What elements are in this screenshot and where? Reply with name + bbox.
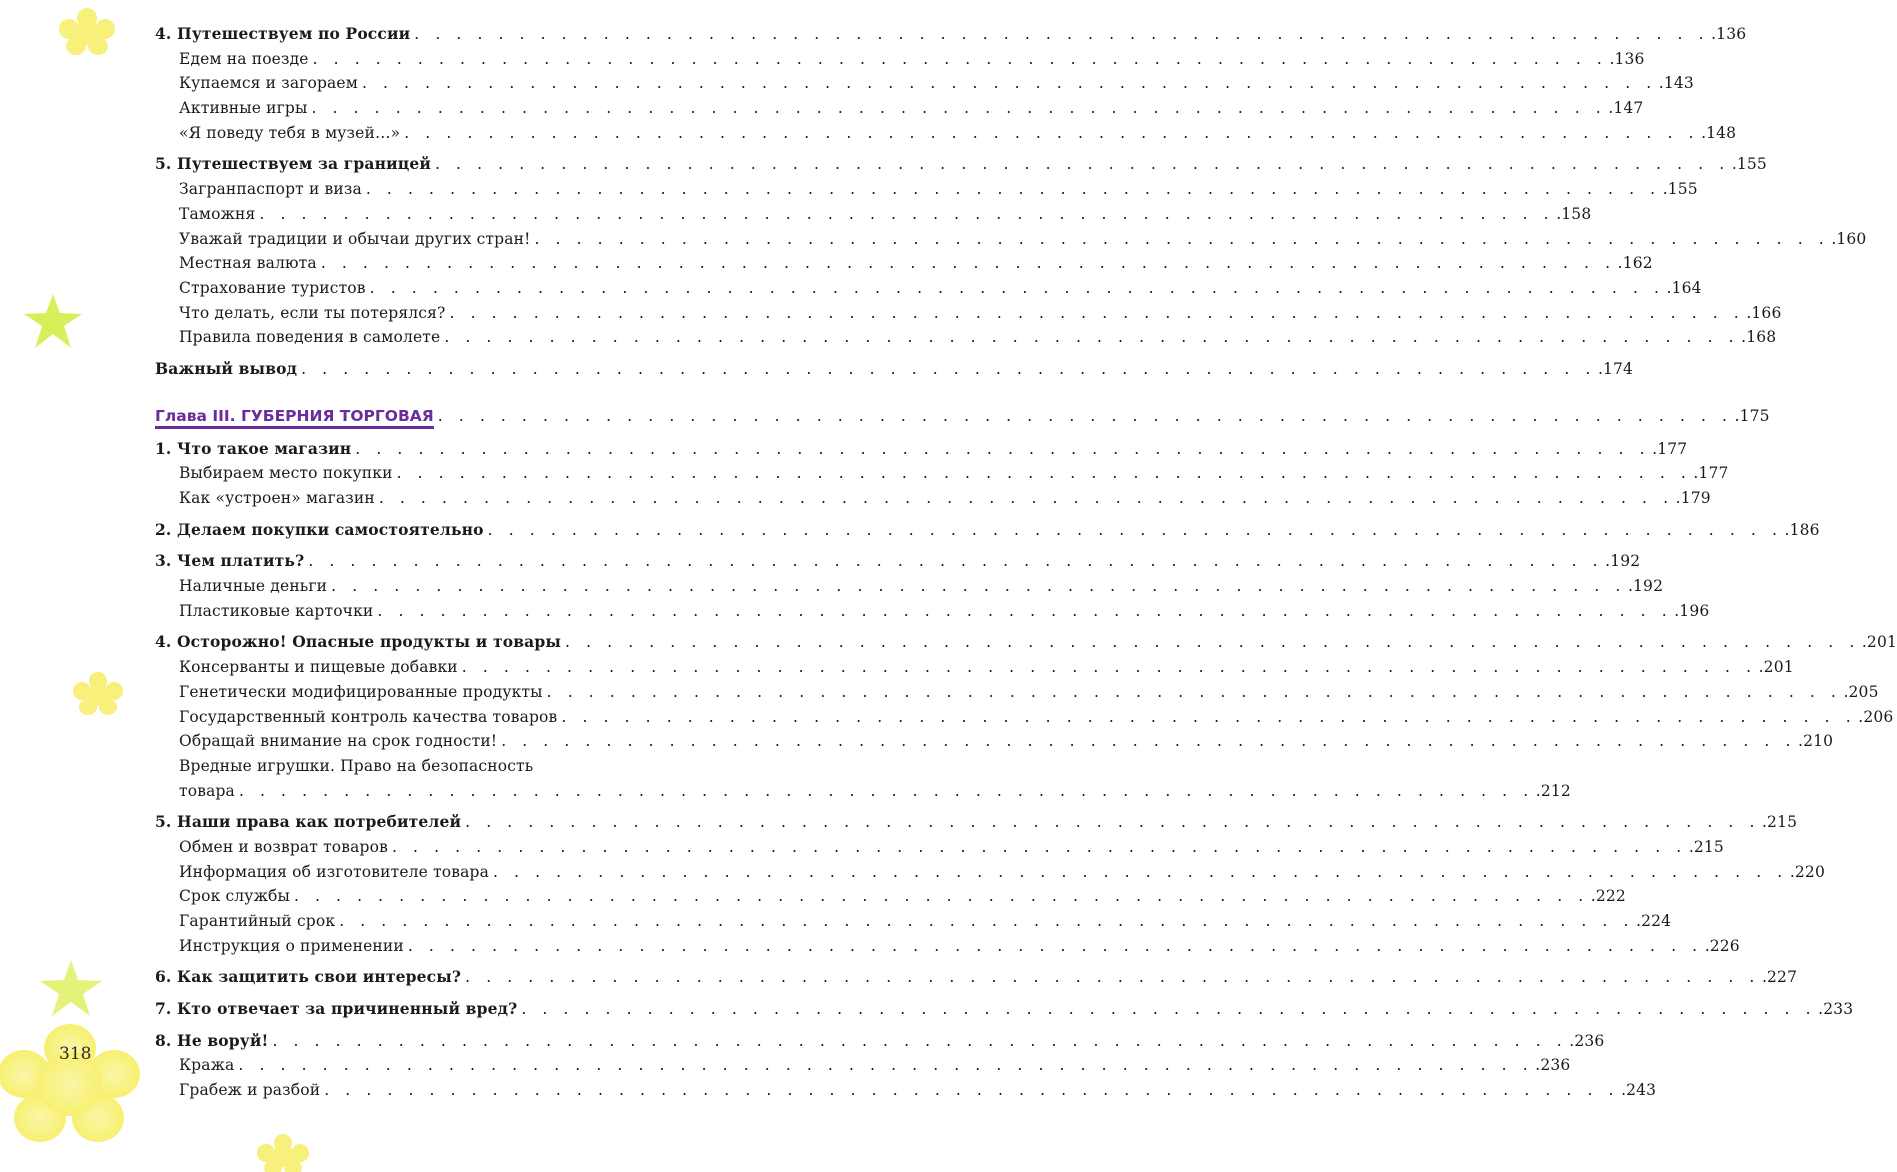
star-icon — [38, 958, 104, 1018]
leader-dots: . . . . . . . . . . . . . . . . . . . . . . . . . . . . . . . . . . . . . . . . . . . . . . . . . . . . . . . . . . . . . . — [493, 862, 1788, 881]
entry-title: Срок службы — [179, 887, 290, 906]
section-heading — [155, 152, 1767, 177]
entry-title: Кража — [179, 1056, 235, 1075]
leader-dots: . . . . . . . . . . . . . . . . . . . . . . . . . . . . . . . . . . . . . . . . . . . . . . . . . . . . . . . . . . . . . . — [311, 99, 1607, 118]
chapter-heading — [155, 403, 1770, 430]
toc-section — [155, 437, 1729, 511]
entry-title: 4. Осторожно! Опасные продукты и товары — [155, 632, 562, 652]
entry-page: .243 — [1621, 1081, 1657, 1100]
entry-title: Выбираем место покупки — [179, 464, 393, 483]
leader-dots: . . . . . . . . . . . . . . . . . . . . . . . . . . . . . . . . . . . . . . . . . . . . . . . . . . . . . . . . . . . . . . — [465, 968, 1760, 987]
section-heading — [155, 22, 1747, 47]
entry-page: .210 — [1798, 732, 1834, 751]
entry-title: 5. Путешествуем за границей — [155, 154, 431, 174]
leader-dots: . . . . . . . . . . . . . . . . . . . . . . . . . . . . . . . . . . . . . . . . . . . . . . . . . . . . . . . . . . . . . . — [272, 1031, 1568, 1050]
toc-entry — [155, 1053, 1571, 1078]
entry-page: .224 — [1636, 912, 1672, 930]
toc-entry — [155, 934, 1740, 959]
toc-entry — [155, 461, 1729, 486]
toc-entry — [155, 655, 1794, 680]
entry-page: .166 — [1746, 303, 1782, 322]
leader-dots: . . . . . . . . . . . . . . . . . . . . . . . . . . . . . . . . . . . . . . . . . . . . . . . . . . . . . . . . . . . . . . — [238, 1056, 1534, 1075]
entry-page: .205 — [1843, 682, 1879, 701]
leader-dots: . . . . . . . . . . . . . . . . . . . . . . . . . . . . . . . . . . . . . . . . . . . . . . . . . . . . . . . . . . . . . . — [301, 359, 1596, 378]
toc-entry — [155, 574, 1664, 599]
leader-dots: . . . . . . . . . . . . . . . . . . . . . . . . . . . . . . . . . . . . . . . . . . . . . . . . . . . . . . . . . . . . . . — [561, 707, 1857, 726]
entry-page: .222 — [1590, 887, 1626, 906]
entry-page: .206 — [1858, 707, 1894, 726]
leader-dots: . . . . . . . . . . . . . . . . . . . . . . . . . . . . . . . . . . . . . . . . . . . . . . . . . . . . . . . . . . . . . . — [444, 328, 1740, 347]
leader-dots: . . . . . . . . . . . . . . . . . . . . . . . . . . . . . . . . . . . . . . . . . . . . . . . . . . . . . . . . . . . . . . — [565, 633, 1860, 652]
section-heading — [155, 630, 1897, 655]
toc-part-b — [155, 437, 1897, 1103]
entry-title: 3. Чем платить? — [155, 551, 305, 571]
toc-entry — [155, 121, 1737, 146]
entry-title: 2. Делаем покупки самостоятельно — [155, 519, 484, 539]
entry-page: .212 — [1535, 781, 1571, 800]
toc-entry — [155, 884, 1626, 909]
leader-dots: . . . . . . . . . . . . . . . . . . . . . . . . . . . . . . . . . . . . . . . . . . . . . . . . . . . . . . . . . . . . . . — [534, 229, 1830, 248]
leader-dots: . . . . . . . . . . . . . . . . . . . . . . . . . . . . . . . . . . . . . . . . . . . . . . . . . . . . . . . . . . . . . . — [404, 123, 1700, 142]
entry-page: .162 — [1617, 254, 1653, 273]
page-number: 318 — [59, 1044, 92, 1064]
flower-icon — [0, 1022, 140, 1142]
section-heading — [155, 810, 1798, 835]
entry-page: .164 — [1666, 278, 1702, 297]
toc-section — [155, 630, 1897, 803]
entry-page: .174 — [1597, 359, 1634, 378]
toc-section — [155, 549, 1710, 623]
section-heading — [155, 965, 1798, 990]
leader-dots: . . . . . . . . . . . . . . . . . . . . . . . . . . . . . . . . . . . . . . . . . . . . . . . . . . . . . . . . . . . . . . — [320, 254, 1616, 273]
entry-title: Таможня — [179, 204, 256, 223]
entry-page: .179 — [1675, 489, 1711, 507]
entry-title: Грабеж и разбой — [179, 1081, 321, 1100]
leader-dots: . . . . . . . . . . . . . . . . . . . . . . . . . . . . . . . . . . . . . . . . . . . . . . . . . . . . . . . . . . . . . . — [293, 887, 1589, 906]
entry-title: 4. Путешествуем по России — [155, 24, 411, 43]
toc-section — [155, 965, 1798, 990]
toc-entry — [155, 680, 1879, 705]
entry-title: Наличные деньги — [179, 577, 328, 596]
entry-title: 7. Кто отвечает за причиненный вред? — [155, 999, 518, 1019]
entry-page: .155 — [1731, 155, 1767, 174]
leader-dots: . . . . . . . . . . . . . . . . . . . . . . . . . . . . . . . . . . . . . . . . . . . . . . . . . . . . . . . . . . . . . . — [501, 732, 1797, 751]
entry-title-line1: Вредные игрушки. Право на безопасность — [179, 756, 534, 775]
entry-title: Обращай внимание на срок годности! — [179, 732, 498, 751]
entry-page: .233 — [1818, 1000, 1854, 1019]
flower-icon — [255, 1134, 311, 1172]
leader-dots: . . . . . . . . . . . . . . . . . . . . . . . . . . . . . . . . . . . . . . . . . . . . . . . . . . . . . . . . . . . . . . — [465, 813, 1760, 832]
leader-dots: . . . . . . . . . . . . . . . . . . . . . . . . . . . . . . . . . . . . . . . . . . . . . . . . . . . . . . . . . . . . . . — [365, 180, 1661, 199]
entry-title: «Я поведу тебя в музей…» — [179, 123, 401, 142]
entry-page: .160 — [1831, 229, 1867, 248]
leader-dots: . . . . . . . . . . . . . . . . . . . . . . . . . . . . . . . . . . . . . . . . . . . . . . . . . . . . . . . . . . . . . . — [355, 439, 1651, 458]
chapter-title: Глава III. ГУБЕРНИЯ ТОРГОВАЯ — [155, 407, 434, 429]
leader-dots: . . . . . . . . . . . . . . . . . . . . . . . . . . . . . . . . . . . . . . . . . . . . . . . . . . . . . . . . . . . . . . — [521, 1000, 1817, 1019]
entry-page: .136 — [1711, 25, 1747, 43]
leader-dots: . . . . . . . . . . . . . . . . . . . . . . . . . . . . . . . . . . . . . . . . . . . . . . . . . . . . . . . . . . . . . . — [377, 601, 1673, 620]
entry-title: Активные игры — [179, 99, 308, 118]
leader-dots: . . . . . . . . . . . . . . . . . . . . . . . . . . . . . . . . . . . . . . . . . . . . . . . . . . . . . . . . . . . . . . — [369, 278, 1665, 297]
toc-entry — [155, 729, 1834, 754]
toc-entry — [155, 909, 1672, 934]
entry-title: Пластиковые карточки — [179, 601, 374, 620]
entry-page: .201 — [1861, 633, 1897, 652]
entry-page: .215 — [1688, 837, 1724, 856]
leader-dots: . . . . . . . . . . . . . . . . . . . . . . . . . . . . . . . . . . . . . . . . . . . . . . . . . . . . . . . . . . . . . . — [461, 658, 1757, 677]
toc-section — [155, 357, 1634, 382]
entry-page: .236 — [1569, 1031, 1605, 1050]
toc-part-a — [155, 22, 1867, 382]
leader-dots: . . . . . . . . . . . . . . . . . . . . . . . . . . . . . . . . . . . . . . . . . . . . . . . . . . . . . . . . . . . . . . — [312, 49, 1608, 68]
chapter-page: .175 — [1734, 406, 1770, 425]
toc-entry — [155, 486, 1711, 511]
toc-entry — [155, 754, 1571, 803]
leader-dots: . . . . . . . . . . . . . . . . . . . . . . . . . . . . . . . . . . . . . . . . . . . . . . . . . . . . . . . . . . . . . . — [449, 303, 1745, 322]
leader-dots: . . . . . . . . . . . . . . . . . . . . . . . . . . . . . . . . . . . . . . . . . . . . . . . . . . . . . . . . . . . . . . — [487, 520, 1783, 539]
star-icon — [22, 292, 84, 350]
entry-page: .177 — [1652, 439, 1688, 458]
entry-page: .192 — [1605, 552, 1641, 571]
entry-page: .196 — [1674, 601, 1710, 620]
entry-title: Уважай традиции и обычаи других стран! — [179, 229, 531, 248]
entry-page: .155 — [1662, 180, 1698, 199]
entry-title: Инструкция о применении — [179, 936, 404, 955]
entry-page: .226 — [1704, 936, 1740, 955]
toc-entry — [155, 251, 1653, 276]
entry-page: .227 — [1761, 968, 1798, 987]
toc-entry — [155, 599, 1710, 624]
flower-icon — [58, 8, 116, 56]
entry-title: Купаемся и загораем — [179, 74, 358, 93]
toc-entry — [155, 177, 1698, 202]
section-heading — [155, 997, 1854, 1022]
entry-title: Правила поведения в самолете — [179, 328, 441, 347]
toc-entry — [155, 47, 1645, 72]
toc-entry — [155, 301, 1782, 326]
entry-page: .158 — [1556, 204, 1592, 223]
entry-page: .186 — [1784, 520, 1820, 539]
leader-dots: . . . . . . . . . . . . . . . . . . . . . . . . . . . . . . . . . . . . . . . . . . . . . . . . . . . . . . . . . . . . . . — [546, 682, 1842, 701]
entry-title: Гарантийный срок — [179, 912, 336, 930]
leader-dots: . . . . . . . . . . . . . . . . . . . . . . . . . . . . . . . . . . . . . . . . . . . . . . . . . . . . . . . . . . . . . . — [437, 406, 1733, 425]
toc-section — [155, 22, 1747, 145]
entry-title: товара — [179, 781, 235, 800]
entry-page: .148 — [1701, 123, 1737, 142]
leader-dots: . . . . . . . . . . . . . . . . . . . . . . . . . . . . . . . . . . . . . . . . . . . . . . . . . . . . . . . . . . . . . . — [361, 74, 1657, 93]
entry-title: Местная валюта — [179, 254, 317, 273]
leader-dots: . . . . . . . . . . . . . . . . . . . . . . . . . . . . . . . . . . . . . . . . . . . . . . . . . . . . . . . . . . . . . . — [396, 464, 1692, 483]
leader-dots: . . . . . . . . . . . . . . . . . . . . . . . . . . . . . . . . . . . . . . . . . . . . . . . . . . . . . . . . . . . . . . — [407, 936, 1703, 955]
entry-title: 6. Как защитить свои интересы? — [155, 967, 462, 987]
toc-entry — [155, 835, 1724, 860]
toc-entry — [155, 71, 1694, 96]
toc-section — [155, 997, 1854, 1022]
toc-section — [155, 810, 1825, 958]
leader-dots: . . . . . . . . . . . . . . . . . . . . . . . . . . . . . . . . . . . . . . . . . . . . . . . . . . . . . . . . . . . . . . — [378, 489, 1674, 507]
entry-page: .215 — [1761, 813, 1798, 832]
toc-entry — [155, 325, 1777, 350]
toc-entry — [155, 705, 1894, 730]
leader-dots: . . . . . . . . . . . . . . . . . . . . . . . . . . . . . . . . . . . . . . . . . . . . . . . . . . . . . . . . . . . . . . — [238, 781, 1534, 800]
leader-dots: . . . . . . . . . . . . . . . . . . . . . . . . . . . . . . . . . . . . . . . . . . . . . . . . . . . . . . . . . . . . . . — [392, 837, 1687, 856]
leader-dots: . . . . . . . . . . . . . . . . . . . . . . . . . . . . . . . . . . . . . . . . . . . . . . . . . . . . . . . . . . . . . . — [324, 1081, 1620, 1100]
entry-page: .201 — [1758, 658, 1794, 677]
section-heading — [155, 518, 1820, 543]
leader-dots: . . . . . . . . . . . . . . . . . . . . . . . . . . . . . . . . . . . . . . . . . . . . . . . . . . . . . . . . . . . . . . — [259, 204, 1555, 223]
section-heading — [155, 437, 1688, 462]
entry-page: .236 — [1535, 1056, 1571, 1075]
section-heading — [155, 357, 1634, 382]
leader-dots: . . . . . . . . . . . . . . . . . . . . . . . . . . . . . . . . . . . . . . . . . . . . . . . . . . . . . . . . . . . . . . — [308, 552, 1604, 571]
entry-title: Государственный контроль качества товаров — [179, 707, 558, 726]
entry-page: .192 — [1627, 577, 1664, 596]
entry-continuation — [179, 779, 1571, 804]
entry-title: 8. Не воруй! — [155, 1030, 269, 1050]
entry-page: .143 — [1658, 74, 1694, 93]
entry-title: Обмен и возврат товаров — [179, 837, 388, 856]
toc-entry — [155, 227, 1867, 252]
leader-dots: . . . . . . . . . . . . . . . . . . . . . . . . . . . . . . . . . . . . . . . . . . . . . . . . . . . . . . . . . . . . . . — [435, 155, 1730, 174]
entry-page: .220 — [1789, 862, 1825, 881]
toc-section — [155, 152, 1867, 350]
entry-title: Информация об изготовителе товара — [179, 862, 490, 881]
entry-title: Едем на поезде — [179, 49, 309, 68]
leader-dots: . . . . . . . . . . . . . . . . . . . . . . . . . . . . . . . . . . . . . . . . . . . . . . . . . . . . . . . . . . . . . . — [339, 912, 1635, 930]
entry-title: Страхование туристов — [179, 278, 366, 297]
toc-section — [155, 518, 1820, 543]
toc-entry — [155, 1078, 1657, 1103]
entry-title: Важный вывод — [155, 358, 298, 378]
entry-title: 5. Наши права как потребителей — [155, 812, 462, 832]
toc-entry — [155, 96, 1644, 121]
toc-section — [155, 1029, 1657, 1103]
flower-icon — [72, 672, 124, 716]
leader-dots: . . . . . . . . . . . . . . . . . . . . . . . . . . . . . . . . . . . . . . . . . . . . . . . . . . . . . . . . . . . . . . — [414, 25, 1710, 43]
section-heading — [155, 549, 1641, 574]
entry-page: .168 — [1741, 328, 1777, 347]
entry-page: .136 — [1609, 49, 1645, 68]
table-of-contents — [155, 22, 1897, 1110]
entry-page: .177 — [1693, 464, 1729, 483]
toc-entry — [155, 276, 1702, 301]
entry-title: 1. Что такое магазин — [155, 438, 352, 458]
toc-entry — [155, 202, 1592, 227]
toc-entry — [155, 860, 1825, 885]
entry-title: Загранпаспорт и виза — [179, 180, 362, 199]
entry-title: Генетически модифицированные продукты — [179, 682, 543, 701]
leader-dots: . . . . . . . . . . . . . . . . . . . . . . . . . . . . . . . . . . . . . . . . . . . . . . . . . . . . . . . . . . . . . . — [331, 577, 1626, 596]
entry-title: Что делать, если ты потерялся? — [179, 303, 446, 322]
entry-page: .147 — [1608, 99, 1644, 118]
entry-title: Консерванты и пищевые добавки — [179, 658, 458, 677]
section-heading — [155, 1029, 1605, 1054]
entry-title: Как «устроен» магазин — [179, 489, 375, 507]
